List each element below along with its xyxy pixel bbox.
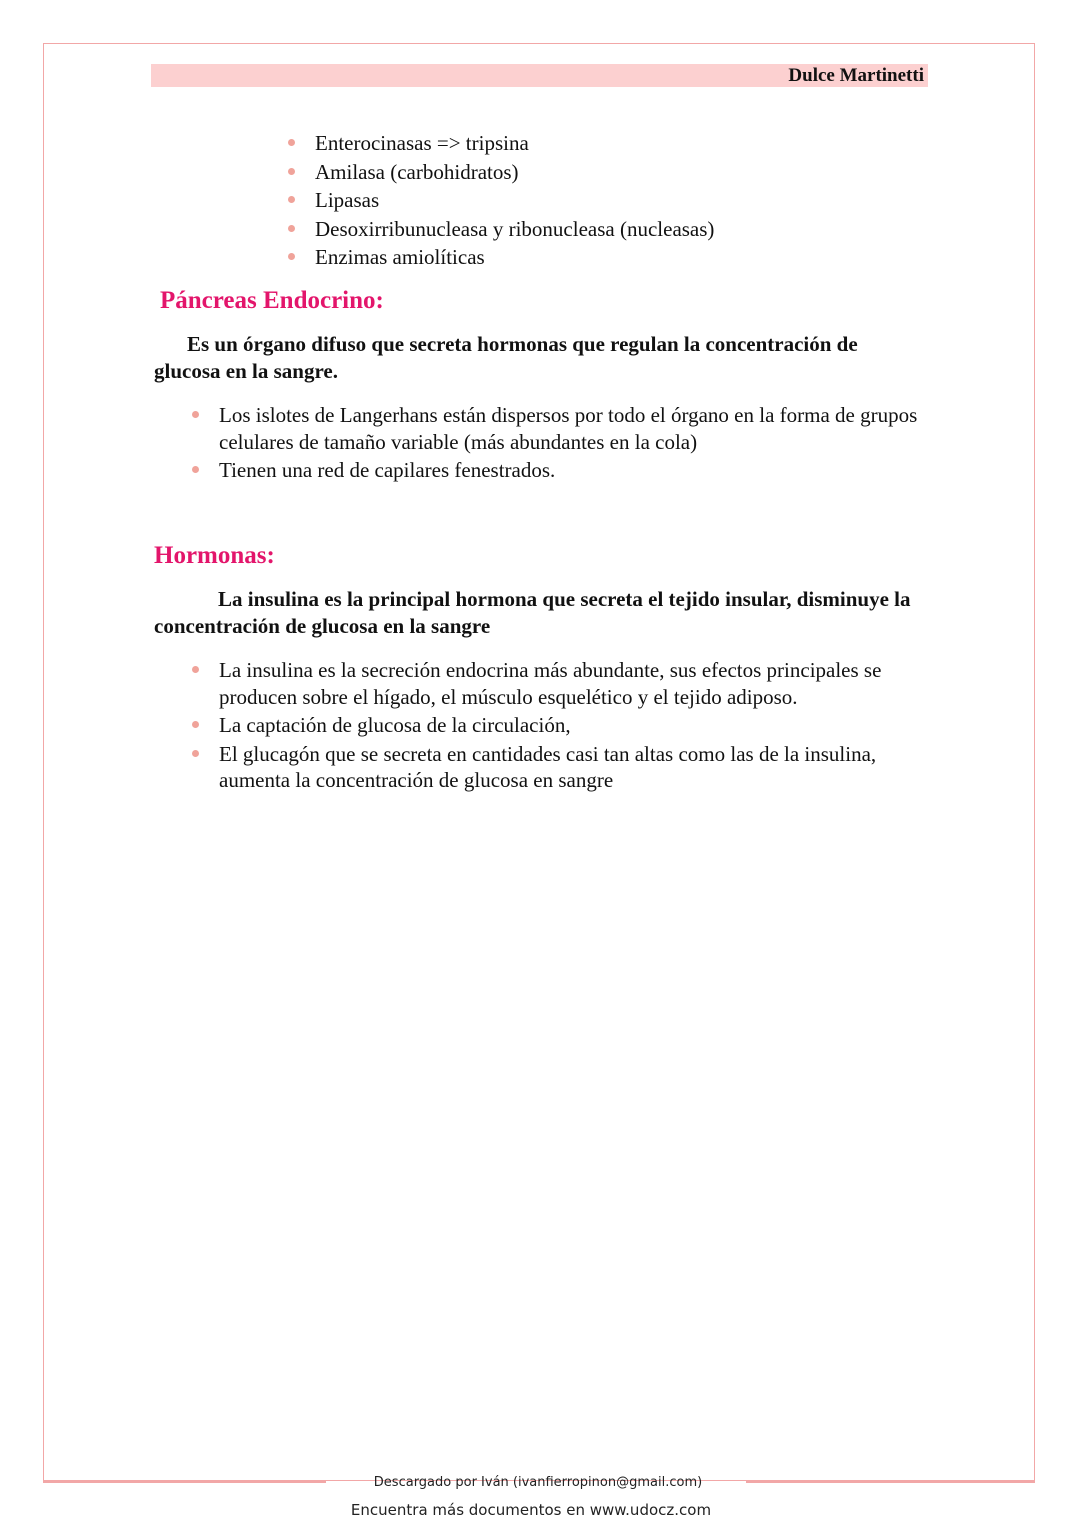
list-item-text: Los islotes de Langerhans están dispersos por todo el órgano en la forma de grupos celulares de tamaño variable (más abundantes en la cola) xyxy=(219,403,918,454)
list-item xyxy=(219,741,919,794)
list-item xyxy=(219,457,919,484)
list-item-text: Enterocinasas => tripsina xyxy=(315,131,529,155)
bullet-icon xyxy=(288,196,295,203)
bullet-icon xyxy=(192,721,199,728)
list-item xyxy=(315,130,915,157)
bullet-icon xyxy=(192,666,199,673)
list-item-text: Enzimas amiolíticas xyxy=(315,245,485,269)
list-item-text: El glucagón que se secreta en cantidades casi tan altas como las de la insulina, aumenta la concentración de glucosa en sangre xyxy=(219,741,877,792)
heading-hormonas: Hormonas: xyxy=(154,542,275,569)
header-bar xyxy=(151,64,928,87)
list-item xyxy=(315,216,915,243)
list-item-text: Amilasa (carbohidratos) xyxy=(315,159,519,184)
list-item-text: Lipasas xyxy=(315,188,380,212)
footer-more-documents-link[interactable]: Encuentra más documentos en www.udocz.com xyxy=(350,1501,712,1519)
list-item xyxy=(315,159,915,186)
hormonas-lead-paragraph: La insulina es la principal hormona que secreta el tejido insular, disminuye la concentración de glucosa en la sangre xyxy=(154,587,911,638)
list-item-text: La insulina es la secreción endocrina más abundante, sus efectos principales se producen sobre el hígado, el músculo esquelético y el tejido adiposo. xyxy=(219,658,882,709)
list-item xyxy=(219,657,919,710)
heading-pancreas-endocrino: Páncreas Endocrino: xyxy=(160,287,384,314)
bullet-icon xyxy=(288,225,295,232)
endocrino-lead-paragraph: Es un órgano difuso que secreta hormonas que regulan la concentración de glucosa en la sangre. xyxy=(154,332,858,383)
list-item xyxy=(315,244,915,271)
list-item xyxy=(219,402,919,455)
footer-downloaded-by: Descargado por Iván (ivanfierropinon@gmail.com) xyxy=(373,1475,703,1490)
bullet-icon xyxy=(288,168,295,175)
bullet-icon xyxy=(192,466,199,473)
endocrino-list xyxy=(219,402,919,486)
bullet-icon xyxy=(288,139,295,146)
bullet-icon xyxy=(288,253,295,260)
list-item-text: La captación de glucosa de la circulación, xyxy=(219,713,571,737)
list-item xyxy=(315,187,915,214)
list-item-text: Tienen una red de capilares fenestrados. xyxy=(219,458,556,482)
author-name: Dulce Martinetti xyxy=(788,65,924,86)
list-item-text: Desoxirribunucleasa y ribonucleasa (nucleasas) xyxy=(315,216,715,241)
bullet-icon xyxy=(192,411,199,418)
enzymes-list xyxy=(315,130,915,273)
bullet-icon xyxy=(192,750,199,757)
list-item xyxy=(219,712,919,739)
hormonas-list xyxy=(219,657,919,796)
